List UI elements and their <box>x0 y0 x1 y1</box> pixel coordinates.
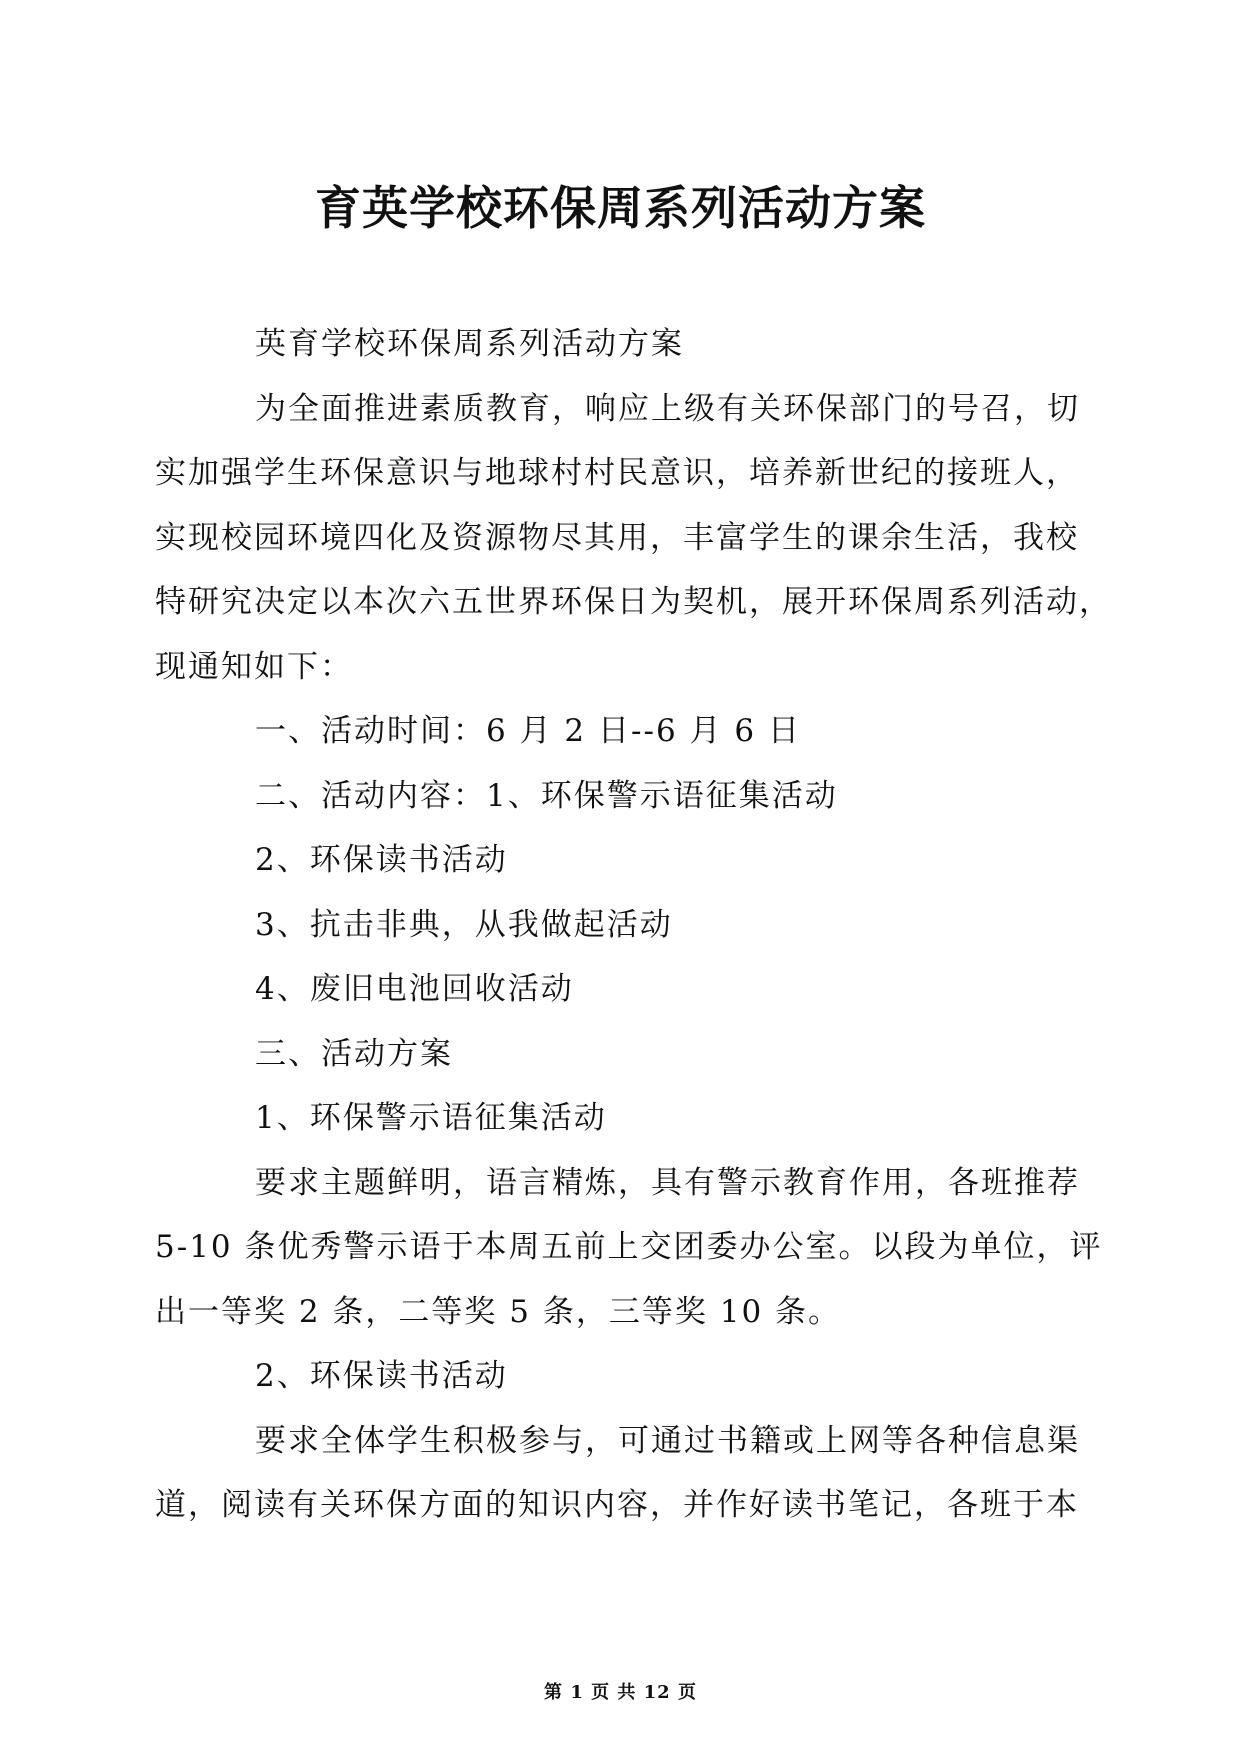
paragraph-line: 一、活动时间：6 月 2 日--6 月 6 日 <box>255 713 801 749</box>
paragraph-line: 特研究决定以本次六五世界环保日为契机，展开环保周系列活动， <box>155 584 1112 620</box>
paragraph-line: 出一等奖 2 条，二等奖 5 条，三等奖 10 条。 <box>155 1293 842 1330</box>
paragraph-line: 道，阅读有关环保方面的知识内容，并作好读书笔记，各班于本 <box>155 1487 1079 1523</box>
paragraph-line: 二、活动内容：1、环保警示语征集活动 <box>255 777 838 814</box>
document-body <box>155 312 1115 1538</box>
paragraph-line: 为全面推进素质教育，响应上级有关环保部门的号召，切 <box>255 390 1080 427</box>
page-footer: 第 1 页 共 12 页 <box>544 1682 697 1703</box>
paragraph-line: 三、活动方案 <box>255 1035 453 1072</box>
paragraph-line: 要求全体学生积极参与，可通过书籍或上网等各种信息渠 <box>255 1422 1080 1459</box>
paragraph-line: 5-10 条优秀警示语于本周五前上交团委办公室。以段为单位，评 <box>155 1229 1103 1265</box>
paragraph-line: 2、环保读书活动 <box>255 1358 508 1394</box>
paragraph-line: 3、抗击非典，从我做起活动 <box>255 906 673 943</box>
paragraph-line: 1、环保警示语征集活动 <box>255 1100 607 1136</box>
paragraph-line: 现通知如下： <box>155 648 353 685</box>
paragraph-line: 要求主题鲜明，语言精炼，具有警示教育作用，各班推荐 <box>255 1164 1080 1201</box>
paragraph-line: 4、废旧电池回收活动 <box>255 971 574 1007</box>
paragraph-line: 2、环保读书活动 <box>255 842 508 878</box>
paragraph-line: 英育学校环保周系列活动方案 <box>255 326 684 362</box>
document-title: 育英学校环保周系列活动方案 <box>315 181 926 235</box>
paragraph-line: 实现校园环境四化及资源物尽其用，丰富学生的课余生活，我校 <box>155 519 1079 556</box>
paragraph-line: 实加强学生环保意识与地球村村民意识，培养新世纪的接班人， <box>155 455 1079 491</box>
